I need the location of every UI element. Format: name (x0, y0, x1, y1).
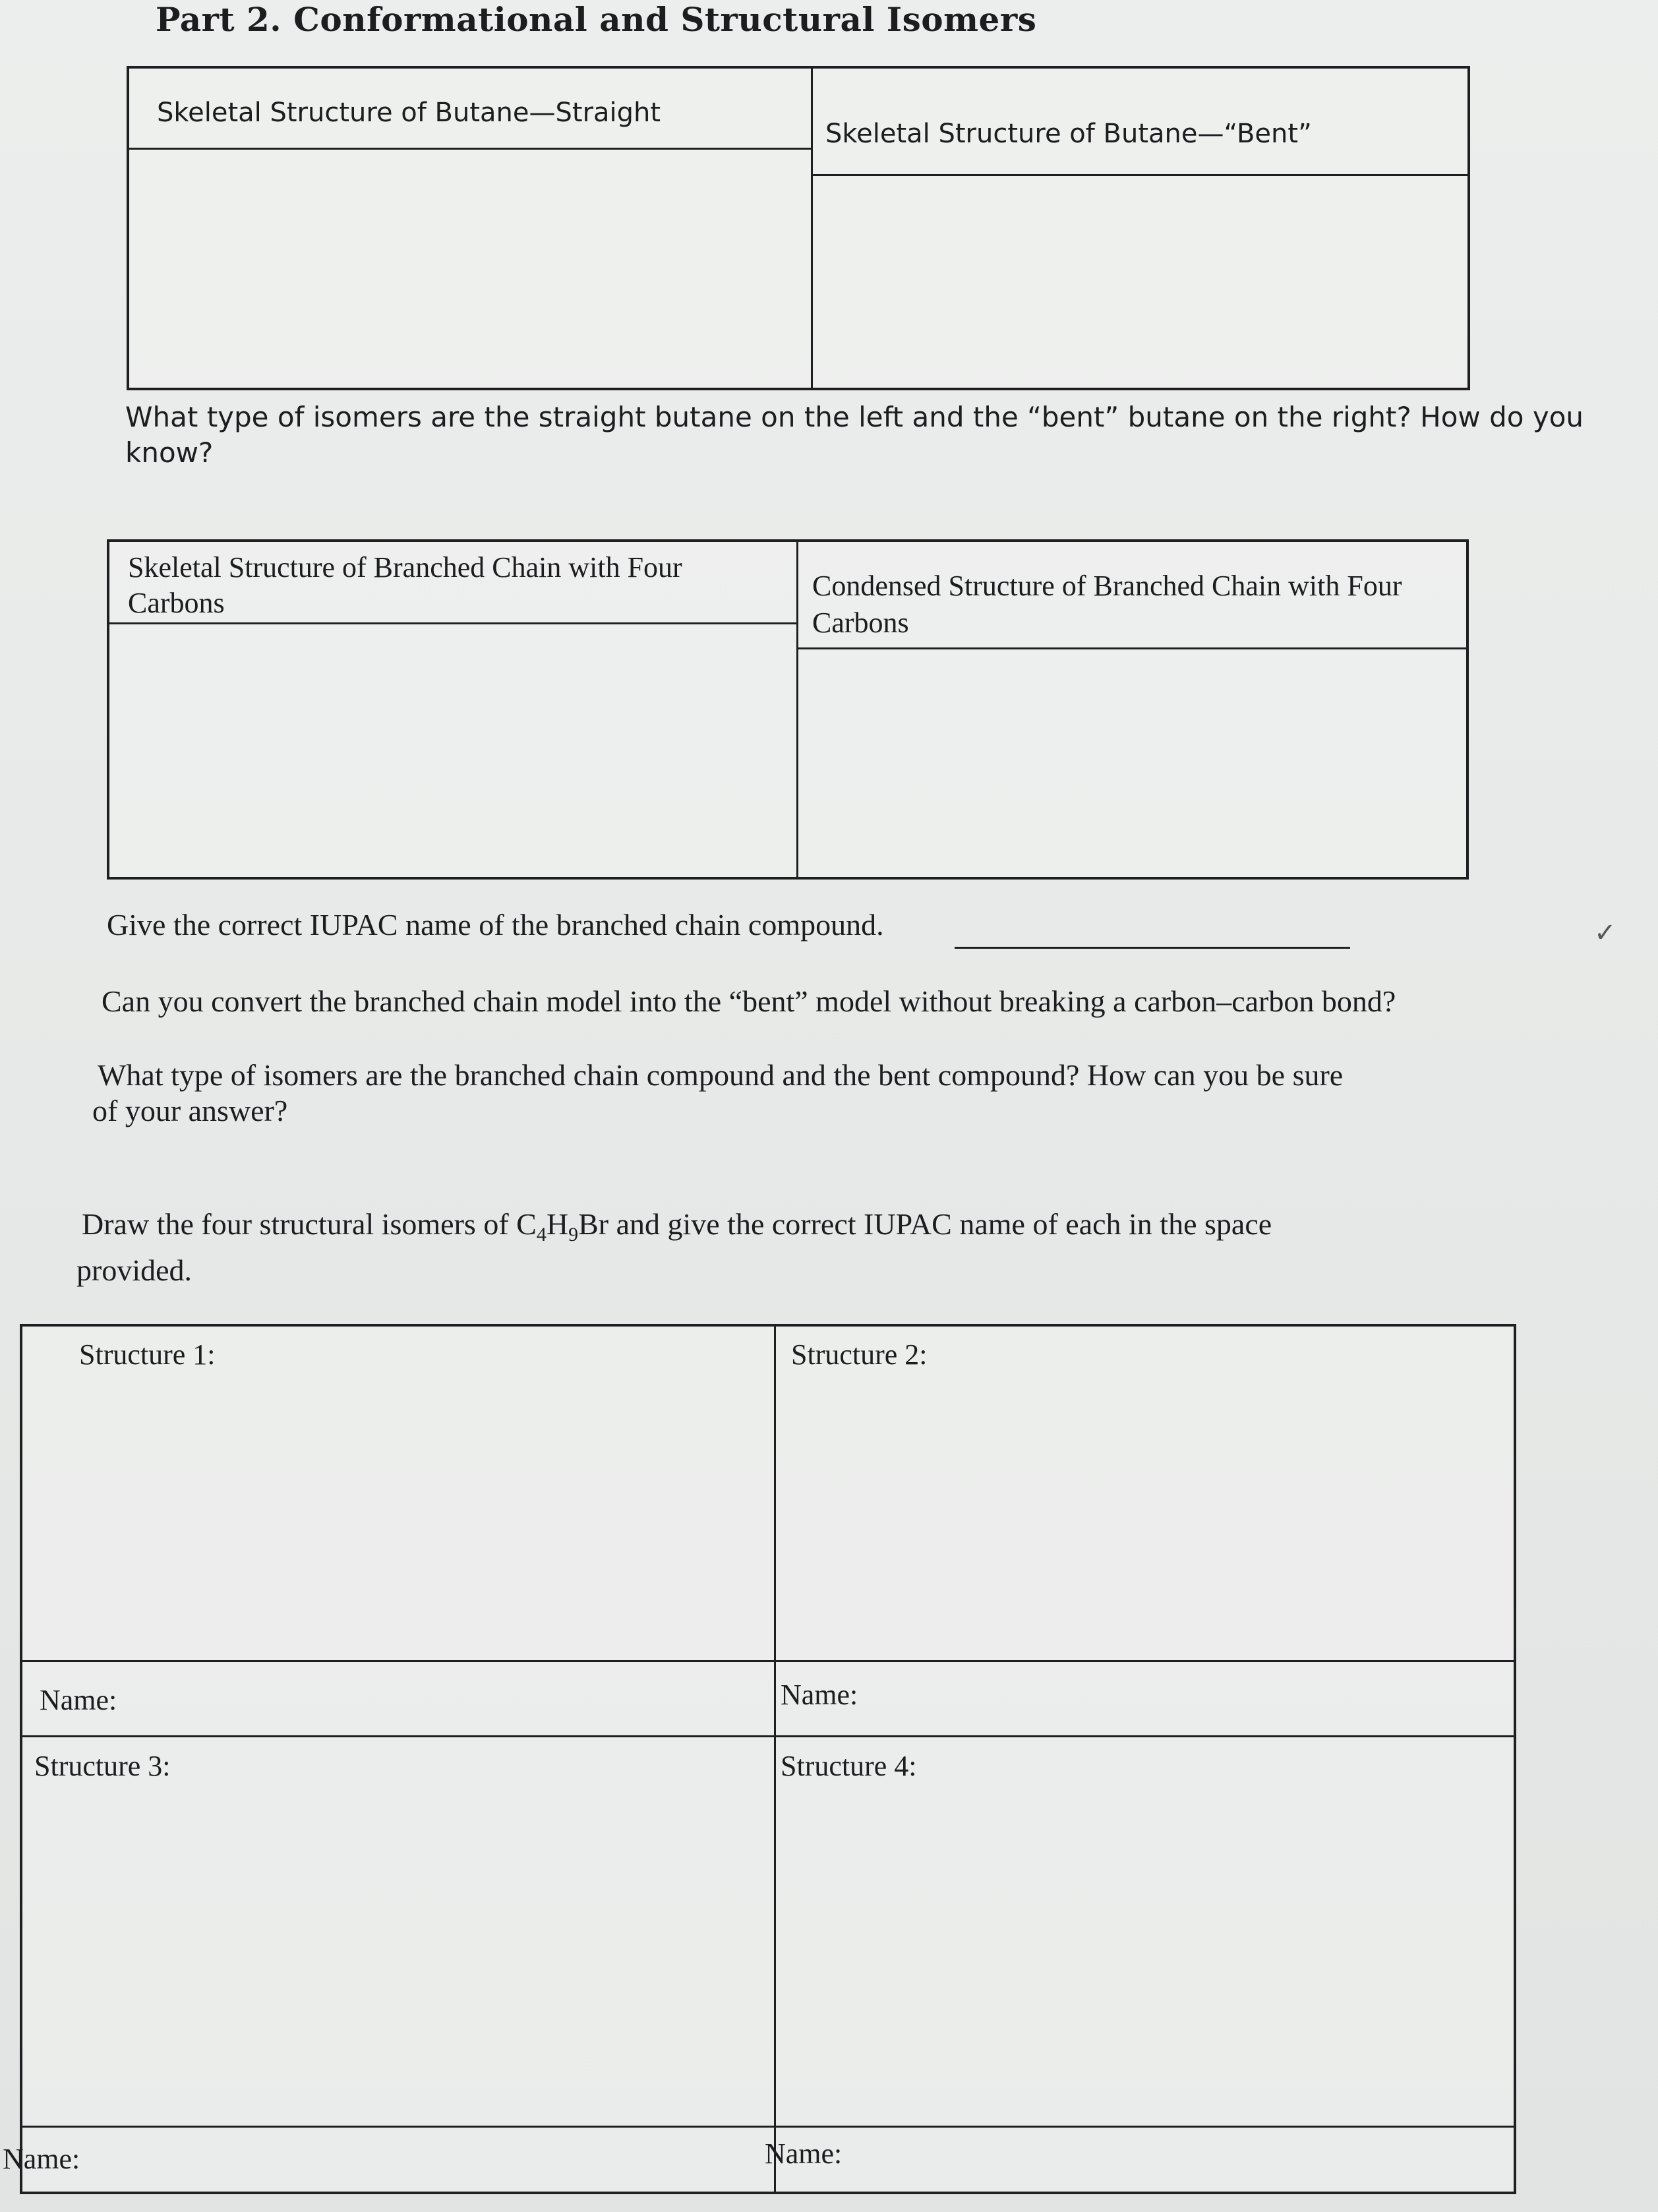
checkmark-icon: ✓ (1594, 918, 1616, 948)
question-iupac-name-branched: Give the correct IUPAC name of the branched chain compound. (107, 908, 884, 942)
structure-3-drawing-area[interactable] (22, 1788, 774, 2126)
question-isomer-type-branched-bent-line2: of your answer? (92, 1094, 288, 1127)
straight-butane-drawing-area[interactable] (129, 150, 811, 388)
structure-2-label: Structure 2: (791, 1338, 928, 1371)
branched-chain-structures-table (107, 539, 1469, 880)
structure-1-label: Structure 1: (79, 1338, 216, 1371)
name-1-label: Name: (40, 1684, 117, 1716)
name-4-label: Name: (765, 2137, 843, 2170)
structure-4-drawing-area[interactable] (776, 1788, 1514, 2126)
structure-3-label: Structure 3: (34, 1750, 171, 1782)
question-isomer-type-butane-line1: What type of isomers are the straight butane on the left and the “bent” butane on the right? How do you (125, 401, 1584, 433)
branched-skeletal-header-line2: Carbons (128, 587, 225, 619)
question-draw-c4h9br-isomers-line2: provided. (76, 1253, 192, 1287)
straight-butane-header: Skeletal Structure of Butane—Straight (157, 98, 661, 128)
page-title: Part 2. Conformational and Structural Isomers (156, 0, 1037, 39)
branched-condensed-drawing-area[interactable] (798, 649, 1466, 877)
name-3-label: Name: (3, 2143, 80, 2175)
bent-butane-drawing-area[interactable] (813, 176, 1467, 388)
structure-2-drawing-area[interactable] (776, 1377, 1514, 1660)
branched-condensed-header-line1: Condensed Structure of Branched Chain with Four (812, 570, 1402, 602)
c4h9br-isomers-table (3, 1324, 1516, 2194)
butane-structures-table (127, 66, 1470, 390)
question-convert-branched-to-bent: Can you convert the branched chain model into the “bent” model without breaking a carbon–carbon bond? (102, 984, 1396, 1018)
iupac-name-answer-line[interactable] (955, 947, 1350, 949)
question-isomer-type-branched-bent-line1: What type of isomers are the branched chain compound and the bent compound? How can you be sure (98, 1058, 1344, 1092)
branched-condensed-header-line2: Carbons (812, 607, 909, 639)
branched-skeletal-header-line1: Skeletal Structure of Branched Chain with Four (128, 551, 682, 583)
branched-skeletal-drawing-area[interactable] (109, 624, 796, 877)
question-isomer-type-butane-line2: know? (125, 436, 214, 469)
structure-4-label: Structure 4: (781, 1750, 917, 1782)
name-2-label: Name: (781, 1679, 858, 1711)
structure-1-drawing-area[interactable] (22, 1377, 774, 1660)
question-draw-c4h9br-isomers-line1: Draw the four structural isomers of $C_4H_9Br$ and give the correct IUPAC name of each in the space (82, 1207, 1272, 1246)
bent-butane-header: Skeletal Structure of Butane—“Bent” (825, 119, 1312, 149)
